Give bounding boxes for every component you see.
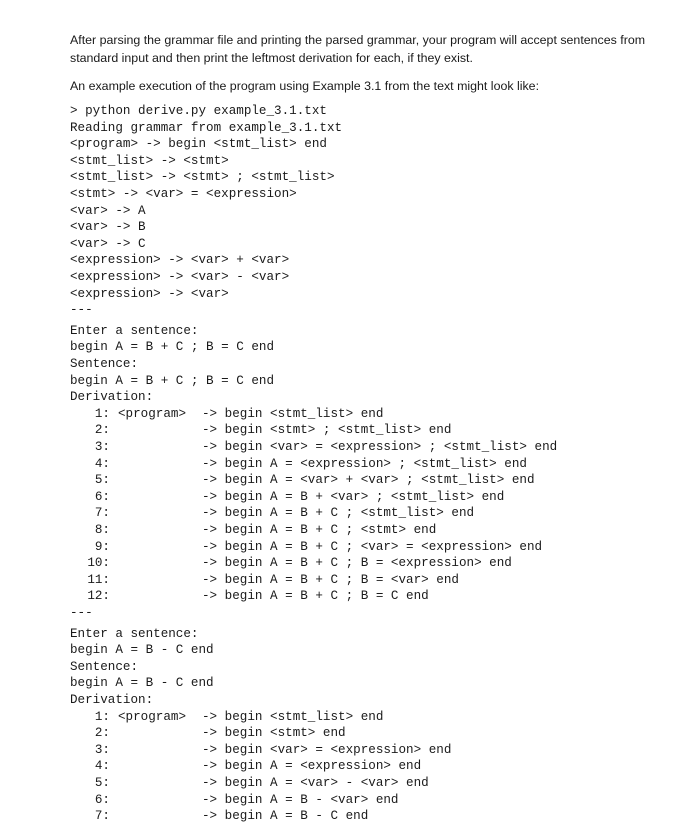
step-sentential-form: -> begin A = <var> - <var> end — [202, 776, 429, 790]
step-sentential-form: -> begin A = <expression> ; <stmt_list> end — [202, 456, 527, 471]
step-number: 3: — [94, 440, 110, 454]
derivation-step — [0, 588, 699, 604]
step-number: 2: — [94, 726, 110, 741]
intro-paragraph: After parsing the grammar file and printing the parsed grammar, your program will accept sentences from standard input and then print the leftmost derivation for each, if they exist. — [70, 33, 646, 65]
derivation-step — [0, 505, 699, 521]
grammar-output-line: <stmt_list> -> <stmt> — [70, 153, 229, 168]
step-number: 4: — [94, 456, 110, 471]
derivation-step — [0, 742, 699, 758]
step-number: 8: — [94, 523, 110, 537]
derivation-step — [0, 472, 699, 488]
step-start-symbol: <program> — [118, 406, 187, 421]
step-sentential-form: -> begin <stmt_list> end — [202, 709, 384, 724]
derivation-step — [0, 489, 699, 505]
separator-line: --- — [70, 606, 93, 620]
example-intro-paragraph: An example execution of the program using Example 3.1 from the text might look like: — [70, 79, 540, 93]
step-sentential-form: -> begin A = B + C ; <stmt> end — [202, 523, 437, 537]
step-sentential-form: -> begin A = B - <var> end — [202, 792, 399, 807]
step-sentential-form: -> begin A = <var> + <var> ; <stmt_list> end — [202, 473, 535, 488]
derivation-step — [0, 572, 699, 588]
grammar-output-line: <var> -> C — [70, 236, 146, 251]
derivation-step — [0, 456, 699, 472]
grammar-output-line: Reading grammar from example_3.1.txt — [70, 120, 343, 135]
step-number: 6: — [94, 489, 110, 504]
step-number: 3: — [94, 742, 110, 757]
step-sentential-form: -> begin A = B + C ; <var> = <expression> end — [202, 539, 543, 554]
sentence-output-line: Sentence: — [70, 659, 139, 674]
step-sentential-form: -> begin <var> = <expression> ; <stmt_list> end — [202, 440, 558, 454]
grammar-output-line: <var> -> A — [70, 203, 146, 218]
derivation-step — [0, 808, 699, 824]
step-sentential-form: -> begin A = B + <var> ; <stmt_list> end — [202, 489, 505, 504]
step-sentential-form: -> begin <var> = <expression> end — [202, 742, 452, 757]
step-sentential-form: -> begin <stmt> end — [202, 726, 346, 741]
step-start-symbol: <program> — [118, 709, 187, 724]
step-sentential-form: -> begin A = B + C ; B = <expression> end — [202, 556, 512, 571]
derivation-step — [0, 555, 699, 571]
grammar-output-line: > python derive.py example_3.1.txt — [70, 104, 327, 118]
derivation-step — [0, 422, 699, 438]
derivation-step — [0, 758, 699, 774]
step-number: 10: — [87, 556, 110, 571]
sentence-output-line: begin A = B - C end — [70, 676, 214, 691]
sentence-output-line: Derivation: — [70, 390, 154, 405]
step-sentential-form: -> begin A = B + C ; B = C end — [202, 589, 429, 604]
grammar-output-line: <expression> -> <var> - <var> — [70, 270, 290, 284]
step-number: 1: — [94, 406, 110, 421]
derivation-step — [0, 709, 699, 725]
step-number: 2: — [94, 423, 110, 438]
grammar-output-line: --- — [70, 303, 93, 318]
grammar-output-line: <stmt> -> <var> = <expression> — [70, 187, 297, 201]
derivation-step — [0, 406, 699, 422]
sentence-output-line: Sentence: — [70, 357, 139, 371]
sentence-output-line: begin A = B - C end — [70, 643, 214, 658]
derivation-step — [0, 725, 699, 741]
step-number: 11: — [87, 572, 110, 587]
grammar-output-line: <stmt_list> -> <stmt> ; <stmt_list> — [70, 170, 335, 185]
step-number: 1: — [94, 709, 110, 724]
sentence-output-line: begin A = B + C ; B = C end — [70, 340, 275, 355]
step-sentential-form: -> begin <stmt_list> end — [202, 406, 384, 421]
step-number: 12: — [87, 589, 110, 604]
sentence-output-line: Enter a sentence: — [70, 323, 199, 338]
sentence-output-line: Enter a sentence: — [70, 626, 199, 641]
step-sentential-form: -> begin A = B - C end — [202, 809, 369, 824]
grammar-output-line: <program> -> begin <stmt_list> end — [70, 137, 327, 152]
step-number: 5: — [94, 473, 110, 488]
step-sentential-form: -> begin A = <expression> end — [202, 759, 422, 774]
derivation-step — [0, 539, 699, 555]
step-number: 4: — [94, 759, 110, 774]
derivation-step — [0, 775, 699, 791]
step-number: 9: — [94, 539, 110, 554]
derivation-step — [0, 439, 699, 455]
grammar-output-line: <expression> -> <var> + <var> — [70, 253, 290, 268]
grammar-output-line: <var> -> B — [70, 220, 146, 235]
derivation-step — [0, 792, 699, 808]
step-sentential-form: -> begin A = B + C ; B = <var> end — [202, 572, 459, 587]
sentence-output-line: Derivation: — [70, 693, 154, 707]
step-number: 6: — [94, 792, 110, 807]
step-number: 7: — [94, 506, 110, 521]
step-number: 5: — [94, 776, 110, 790]
step-number: 7: — [94, 809, 110, 824]
step-sentential-form: -> begin <stmt> ; <stmt_list> end — [202, 423, 452, 438]
grammar-output-line: <expression> -> <var> — [70, 286, 229, 301]
derivation-step — [0, 522, 699, 538]
step-sentential-form: -> begin A = B + C ; <stmt_list> end — [202, 506, 475, 521]
sentence-output-line: begin A = B + C ; B = C end — [70, 373, 275, 388]
